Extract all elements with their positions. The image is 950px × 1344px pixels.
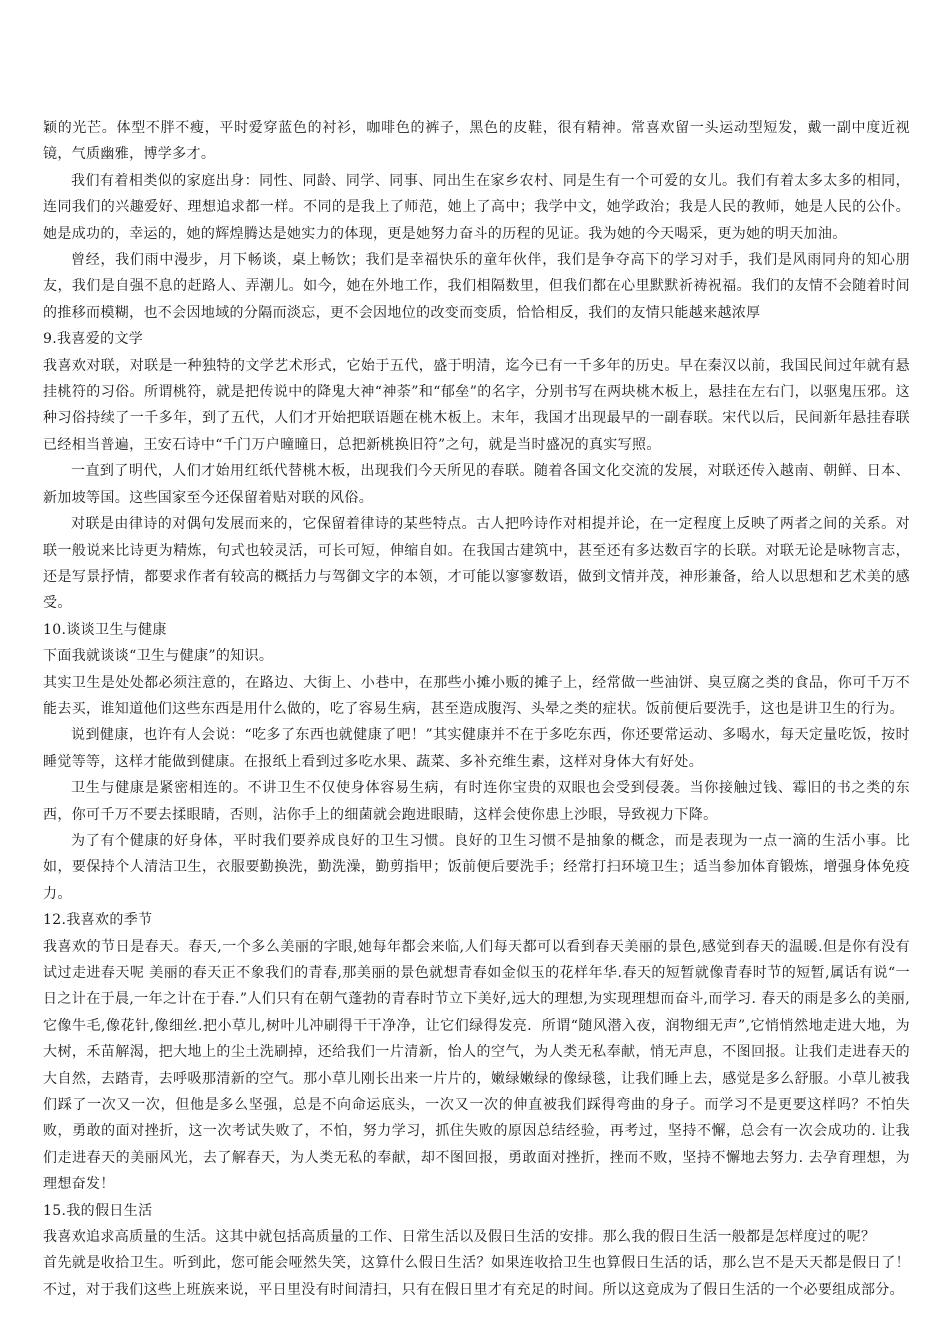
paragraph: 其实卫生是处处都必须注意的，在路边、大街上、小巷中，在那些小摊小贩的摊子上，经常做一些油饼、臭豆腐之类的食品，你可千万不能去买，谁知道他们这些东西是用什么做的，吃了容易生病，甚至造成腹泻、头晕之类的症状。饭前便后要洗手，这也是讲卫生的行为。	[43, 674, 910, 717]
paragraph: 对联是由律诗的对偶句发展而来的，它保留着律诗的某些特点。古人把吟诗作对相提并论，在一定程度上反映了两者之间的关系。对联一般说来比诗更为精炼，句式也较灵活，可长可短，伸缩自如。在我国古建筑中，甚至还有多达数百字的长联。对联无论是咏物言志，还是写景抒情，都要求作者有较高的概括力与驾御文字的本领，才可能以寥寥数语，做到文情并茂，神形兼备，给人以思想和艺术美的感受。	[43, 516, 910, 612]
section-heading: 10.谈谈卫生与健康	[43, 621, 167, 638]
paragraph: 我喜欢的节日是春天。春天,一个多么美丽的字眼,她每年都会来临,人们每天都可以看到春天美丽的景色,感觉到春天的温暖.但是你有没有试过走进春天呢 美丽的春天正不象我们的青春,那美丽的景色就想青春如金似玉的花样年华.春天的短暂就像青春时节的短暂,属话有说“一日之计在于晨,一年之计在于春.”人们只有在朝气蓬勃的青春时节立下美好,远大的理想,为实现理想而奋斗,而学习. 春天的雨是多么的美丽,它像牛毛,像花针,像细丝.把小草儿,树叶儿冲刷得干干净净，让它们绿得发亮．所谓“随风潜入夜，润物细无声”,它悄悄然地走进大地，为大树，禾苗解渴，把大地上的尘土洗刷掉，还给我们一片清新，怡人的空气，为人类无私奉献，悄无声息，不图回报。让我们走进春天的大自然，去踏青，去呼吸那清新的空气。那小草儿刚长出来一片片的，嫩绿嫩绿的像绿毯，让我们睡上去，感觉是多么舒服。小草儿被我们踩了一次又一次，但他是多么坚强，总是不向命运底头，一次又一次的伸直被我们踩得弯曲的身子。而学习不是更要这样吗？不怕失败，勇敢的面对挫折，这一次考试失败了，不怕，努力学习，抓住失败的原因总结经验，再考过，坚持不懈，总会有一次会成功的. 让我们走进春天的美丽风光，去了解春天，为人类无私的奉献，却不图回报，勇敢面对挫折，挫而不败，坚持不懈地去努力. 去孕育理想，为理想奋发！	[43, 938, 910, 1193]
paragraph: 我喜欢对联，对联是一种独特的文学艺术形式，它始于五代，盛于明清，迄今已有一千多年的历史。早在秦汉以前，我国民间过年就有悬挂桃符的习俗。所谓桃符，就是把传说中的降鬼大神“神荼”和“郁垒”的名字，分别书写在两块桃木板上，悬挂在左右门，以驱鬼压邪。这种习俗持续了一千多年，到了五代，人们才开始把联语题在桃木板上。末年，我国才出现最早的一副春联。宋代以后，民间新年悬挂春联已经相当普遍，王安石诗中“千门万户曈曈日，总把新桃换旧符”之句，就是当时盛况的真实写照。	[43, 357, 910, 453]
paragraph: 首先就是收拾卫生。听到此，您可能会哑然失笑，这算什么假日生活？如果连收拾卫生也算假日生活的话，那么岂不是天天都是假日了！不过，对于我们这些上班族来说，平日里没有时间清扫，只有在假日里才有充足的时间。所以这竟成为了假日生活的一个必要组成部分。	[43, 1255, 910, 1298]
section-heading: 15.我的假日生活	[43, 1202, 153, 1219]
section-heading: 9.我喜爱的文学	[43, 331, 144, 348]
paragraph: 下面我就谈谈“卫生与健康”的知识。	[43, 648, 274, 665]
paragraph: 一直到了明代，人们才始用红纸代替桃木板，出现我们今天所见的春联。随着各国文化交流的发展，对联还传入越南、朝鲜、日本、新加坡等国。这些国家至今还保留着贴对联的风俗。	[43, 463, 910, 506]
paragraph: 曾经，我们雨中漫步，月下畅谈，桌上畅饮；我们是幸福快乐的童年伙伴，我们是争夺高下的学习对手，我们是风雨同舟的知心朋友，我们是自强不息的赶路人、弄潮儿。如今，她在外地工作，我们相隔数里，但我们都在心里默默祈祷祝福。我们的友情不会随着时间的推移而模糊，也不会因地域的分隔而淡忘，更不会因地位的改变而变质，恰恰相反，我们的友情只能越来越浓厚	[43, 252, 910, 321]
paragraph: 我们有着相类似的家庭出身：同性、同龄、同学、同事、同出生在家乡农村、同是生有一个可爱的女儿。我们有着太多太多的相同，连同我们的兴趣爱好、理想追求都一样。不同的是我上了师范，她上了高中；我学中文，她学政治；我是人民的教师，她是人民的公仆。她是成功的，幸运的，她的辉煌腾达是她实力的体现，更是她努力奋斗的历程的见证。我为她的今天喝采，更为她的明天加油。	[43, 172, 910, 242]
paragraph: 为了有个健康的好身体，平时我们要养成良好的卫生习惯。良好的卫生习惯不是抽象的概念，而是表现为一点一滴的生活小事。比如，要保持个人清洁卫生，衣服要勤换洗，勤洗澡，勤剪指甲；饭前便后要洗手；经常打扫环境卫生；适当参加体育锻炼，增强身体免疫力。	[43, 832, 910, 902]
paragraph: 颖的光芒。体型不胖不瘦，平时爱穿蓝色的衬衫，咖啡色的裤子，黑色的皮鞋，很有精神。常喜欢留一头运动型短发，戴一副中度近视镜，气质幽雅，博学多才。	[43, 120, 910, 163]
paragraph: 卫生与健康是紧密相连的。不讲卫生不仅使身体容易生病，有时连你宝贵的双眼也会受到侵袭。当你接触过钱、霉旧的书之类的东西，你可千万不要去揉眼睛，否则，沾你手上的细菌就会跑进眼睛，这样会使你患上沙眼，导致视力下降。	[43, 780, 910, 823]
paragraph: 说到健康，也许有人会说：“吃多了东西也就健康了吧！”其实健康并不在于多吃东西，你还要常运动、多喝水，每天定量吃饭，按时睡觉等等，这样才能做到健康。在报纸上看到过多吃水果、蔬菜、多补充维生素，这样对身体大有好处。	[43, 727, 910, 770]
section-heading: 12.我喜欢的季节	[43, 912, 153, 929]
paragraph: 我喜欢追求高质量的生活。这其中就包括高质量的工作、日常生活以及假日生活的安排。那么我的假日生活一般都是怎样度过的呢？	[43, 1229, 876, 1246]
